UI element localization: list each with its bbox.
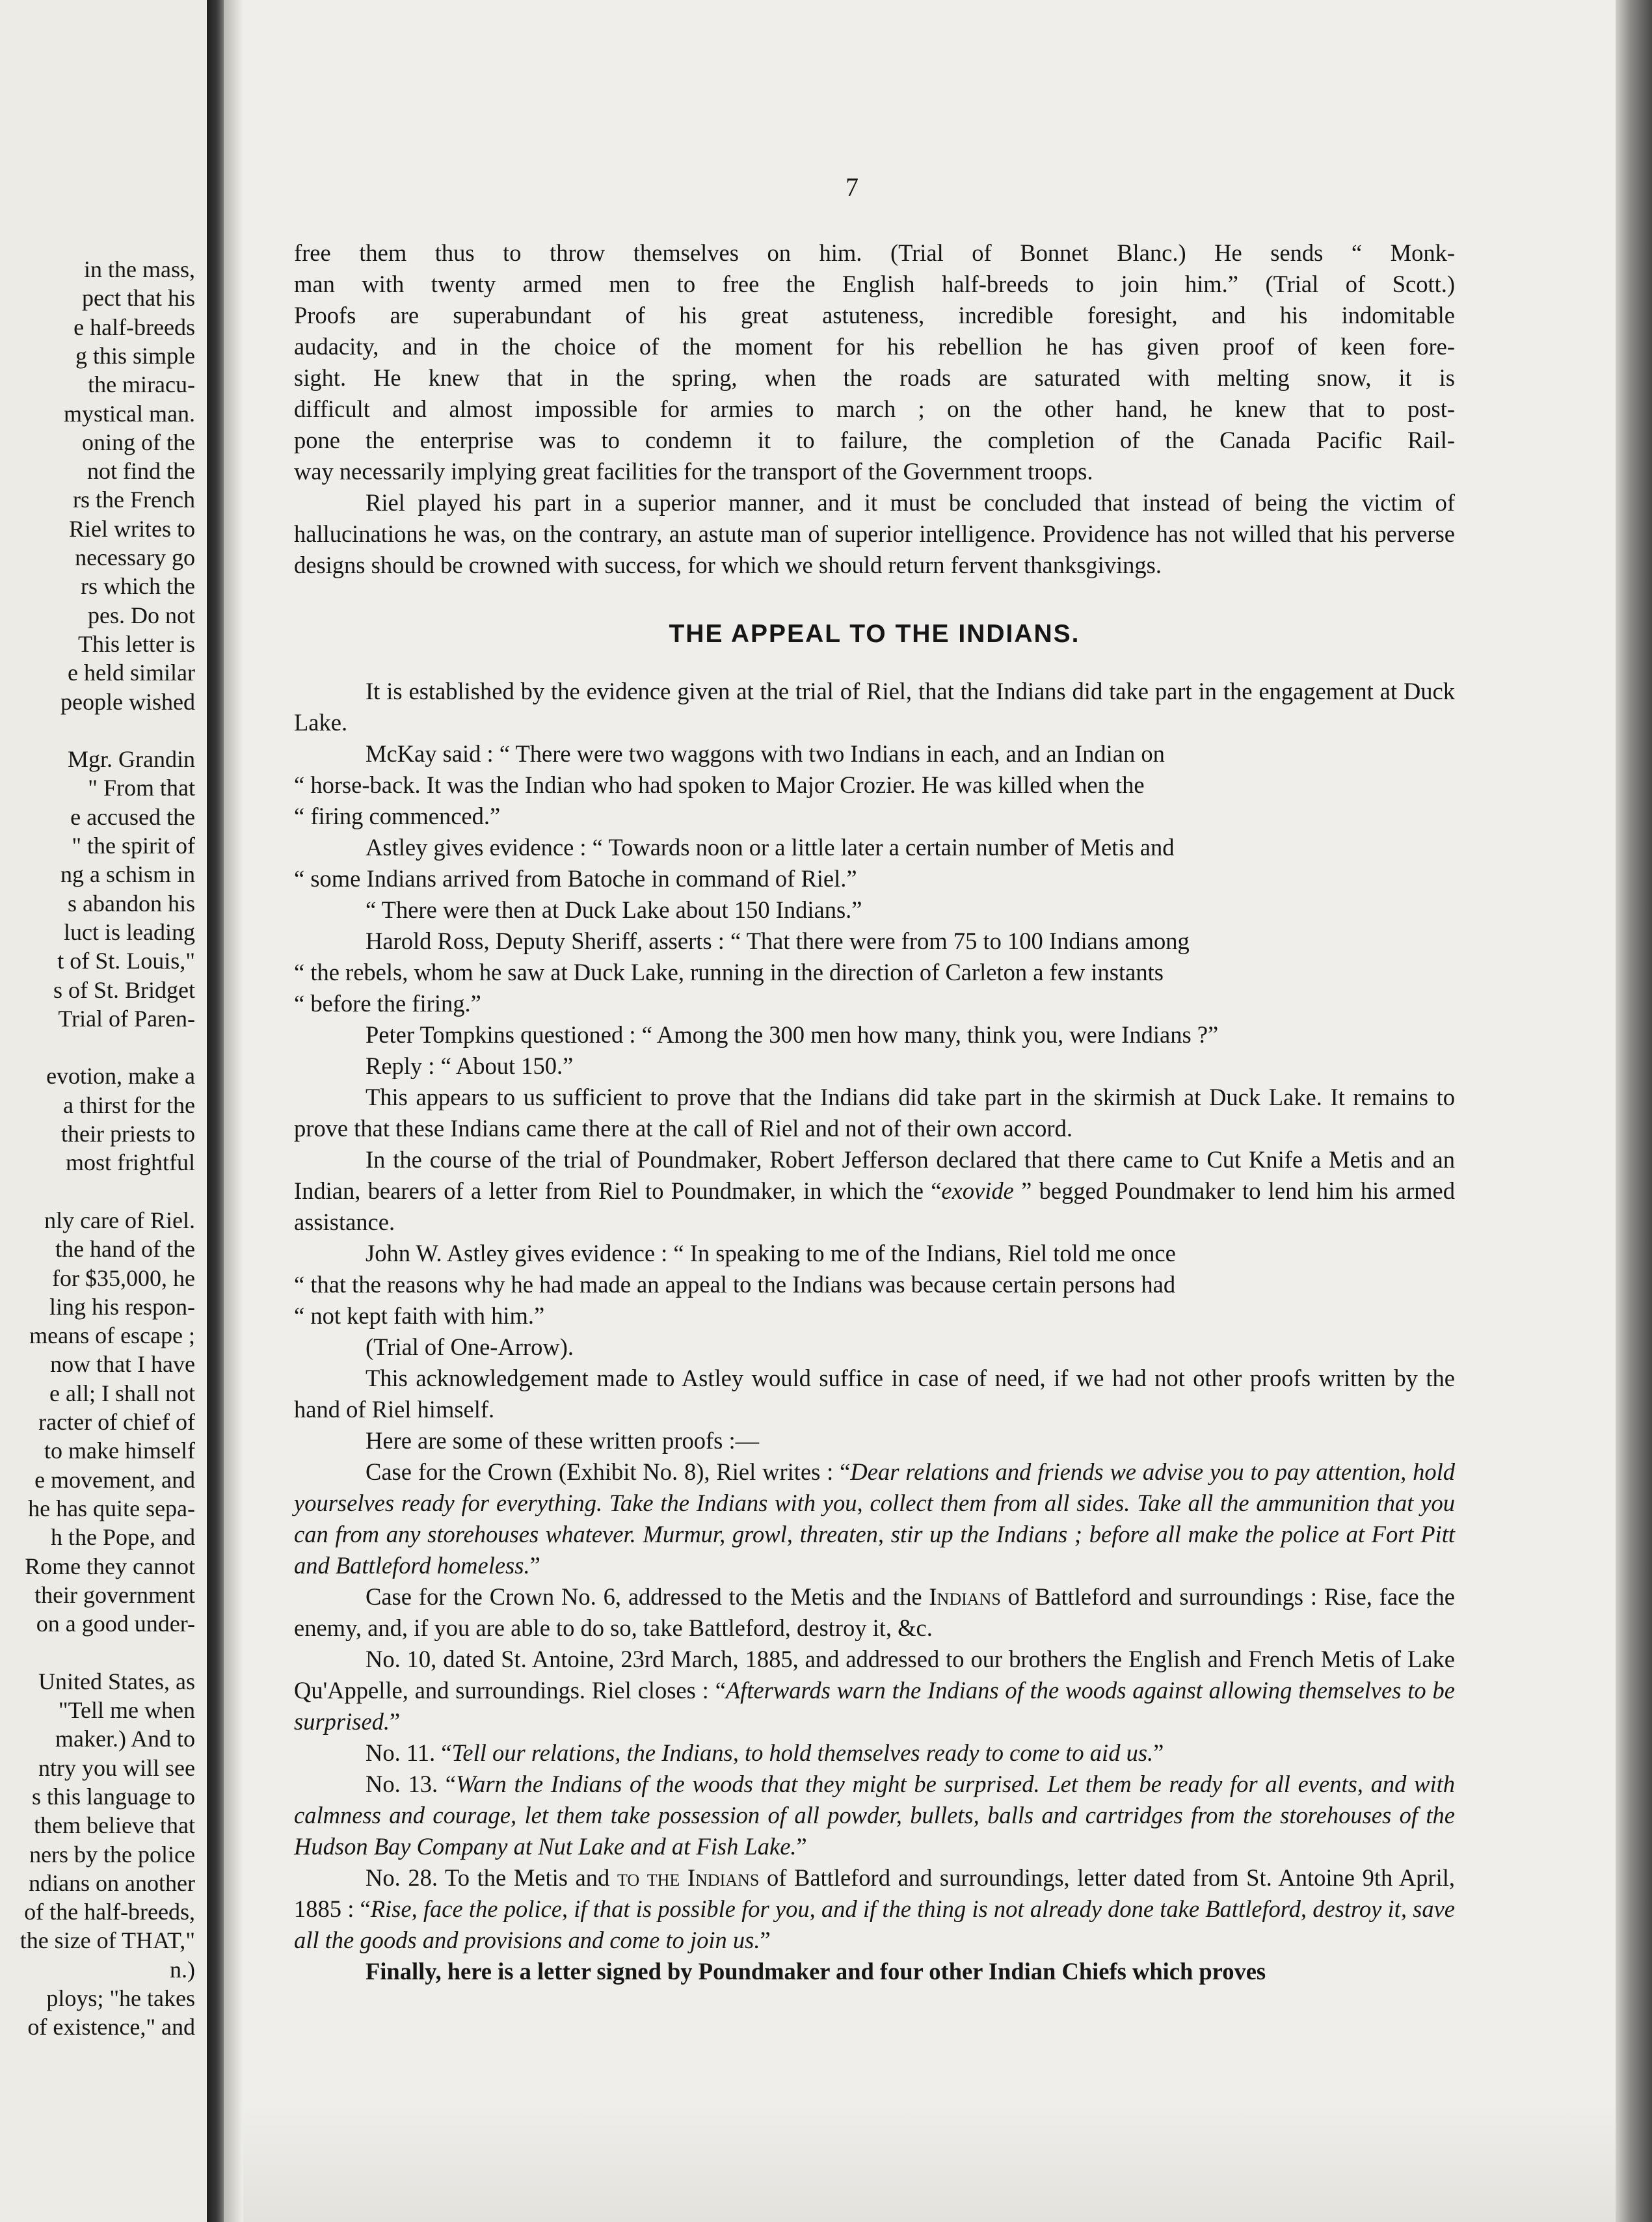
page-bottom-margin <box>243 2101 1616 2222</box>
paragraph-sufficient: This appears to us sufficient to prove that the Indians did take part in the skirmish at Duck Lake. It remains to prove that these Indians came there at the call of Riel and not of their own accord. <box>294 1084 1455 1142</box>
intro-line: free them thus to throw themselves on him. (Trial of Bonnet Blanc.) He sends “ Monk- <box>294 239 1455 266</box>
intro-line: sight. He knew that in the spring, when the roads are saturated with melting snow, it is <box>294 364 1455 391</box>
left-page-fragment: mystical man. <box>64 400 195 427</box>
left-page-fragment: evotion, make a <box>46 1063 195 1090</box>
left-page-fragment: he has quite sepa- <box>28 1495 195 1521</box>
left-page-fragment: in the mass, <box>84 256 195 282</box>
crown-6-text-a: Case for the Crown No. 6, addressed to the Metis and the <box>366 1583 929 1610</box>
left-page-fragment: to make himself <box>44 1438 195 1464</box>
no-13-text-b: ” <box>796 1833 807 1860</box>
left-page-fragment: maker.) And to <box>55 1726 195 1752</box>
left-page-fragment: of the half-breeds, <box>24 1899 195 1925</box>
no-10-text-a: No. 10, dated St. Antoine, 23rd March, 1885, and addressed to our brothers the English and French Metis of Lake Qu'Appelle, and surroundings. Riel closes : “ <box>294 1646 1455 1704</box>
left-page-fragment: a thirst for the <box>63 1091 195 1118</box>
mckay-line-1: McKay said : “ There were two waggons with two Indians in each, and an Indian on <box>366 740 1165 767</box>
ross-line-1: Harold Ross, Deputy Sheriff, asserts : “ That there were from 75 to 100 Indians among <box>366 928 1190 954</box>
left-page-fragment: on a good under- <box>36 1611 195 1637</box>
intro-lines <box>294 237 1455 487</box>
paragraph-no-28 <box>294 1862 1455 1956</box>
gutter-shadow <box>224 0 243 2222</box>
left-page-fragment: ploys; "he takes <box>46 1985 195 2011</box>
left-page-fragment: s of St. Bridget <box>53 976 195 1003</box>
left-page-fragment: not find the <box>87 458 195 485</box>
poundmaker-text-a: In the course of the trial of Poundmaker, Robert Jefferson declared that there came to Cut Knife a Metis and an Indian, bearers of a letter from Riel to Poundmaker, in which the “ <box>294 1146 1455 1204</box>
page-number: 7 <box>846 172 859 202</box>
left-page-fragment: n.) <box>170 1956 195 1983</box>
left-page-fragment: the hand of the <box>55 1236 195 1263</box>
left-page-fragment: e held similar <box>68 660 195 686</box>
paragraph-established: It is established by the evidence given at the trial of Riel, that the Indians did take part in the engagement at Duck Lake. <box>294 678 1455 736</box>
paragraph-crown-no-6 <box>294 1581 1455 1644</box>
left-page-fragment: s abandon his <box>68 890 195 917</box>
left-page-fragment: most frightful <box>66 1149 195 1176</box>
exhibit-8-text-a: Case for the Crown (Exhibit No. 8), Riel writes : “ <box>366 1458 851 1485</box>
left-page-fragment: now that I have <box>50 1351 195 1378</box>
left-page-fragment: Riel writes to <box>69 515 195 542</box>
left-page-fragment: e all; I shall not <box>49 1380 195 1406</box>
left-page-fragment: e accused the <box>70 803 195 830</box>
crown-6-smallcaps: Indians <box>929 1583 1001 1610</box>
left-page-fragment: This letter is <box>78 630 195 657</box>
no-11-text-b: ” <box>1153 1739 1164 1766</box>
left-page-fragment: " From that <box>88 775 195 801</box>
left-page-fragment: their priests to <box>61 1121 195 1147</box>
left-page-fragment: for $35,000, he <box>52 1265 195 1291</box>
paragraph-no-10 <box>294 1644 1455 1737</box>
paragraph-no-13 <box>294 1769 1455 1862</box>
intro-line: difficult and almost impossible for armies to march ; on the other hand, he knew that to post- <box>294 395 1455 422</box>
paragraph-here-are: Here are some of these written proofs :— <box>366 1427 760 1454</box>
no-11-italic: Tell our relations, the Indians, to hold themselves ready to come to aid us. <box>451 1739 1154 1766</box>
left-page-fragment: g this simple <box>75 342 195 369</box>
left-page-fragment: oning of the <box>82 429 195 455</box>
left-page-fragment: United States, as <box>38 1668 195 1694</box>
left-page-fragment: ntry you will see <box>38 1754 195 1781</box>
left-facing-page <box>0 0 207 2222</box>
no-13-italic: Warn the Indians of the woods that they might be surprised. Let them be ready for all events, and with calmness and courage, let them take possession of all powder, bullets, balls and cartridges from the storehouses of the Hudson Bay Company at Nut Lake and at Fish Lake. <box>294 1771 1455 1860</box>
left-page-fragment: means of escape ; <box>29 1322 195 1349</box>
jw-astley-line-2: “ that the reasons why he had made an appeal to the Indians was because certain persons had <box>294 1271 1176 1298</box>
left-page-fragment: them believe that <box>34 1812 195 1839</box>
paragraph-acknowledgement: This acknowledgement made to Astley would suffice in case of need, if we had not other proofs written by the hand of Riel himself. <box>294 1365 1455 1423</box>
left-page-fragment: racter of chief of <box>38 1409 195 1435</box>
left-page-fragment: s this language to <box>32 1783 195 1810</box>
left-page-fragment: the size of THAT," <box>20 1927 195 1954</box>
poundmaker-text-b: ” begged Poundmaker to lend him his armed assistance. <box>294 1177 1456 1235</box>
no-10-text-b: ” <box>390 1708 401 1735</box>
left-page-fragment: Trial of Paren- <box>58 1005 195 1032</box>
astley-line-2: “ some Indians arrived from Batoche in command of Riel.” <box>294 865 857 892</box>
left-page-fragment: of existence," and <box>27 2014 195 2041</box>
left-page-fragment: t of St. Louis," <box>57 948 195 974</box>
intro-line: audacity, and in the choice of the moment for his rebellion he has given proof of keen fore- <box>294 333 1455 360</box>
section-heading: THE APPEAL TO THE INDIANS. <box>669 620 1080 648</box>
no-28-text-a: No. 28. To the Metis and <box>366 1864 617 1891</box>
left-page-fragment: "Tell me when <box>58 1697 195 1723</box>
left-page-fragment: pect that his <box>82 285 195 312</box>
intro-line: pone the enterprise was to condemn it to failure, the completion of the Canada Pacific Rail- <box>294 427 1455 453</box>
left-page-fragment: h the Pope, and <box>51 1524 195 1551</box>
left-page-fragment: the miracu- <box>88 371 195 398</box>
paragraph-poundmaker <box>294 1144 1455 1238</box>
no-10-italic: Afterwards warn the Indians of the woods against allowing themselves to be surprised. <box>294 1677 1455 1735</box>
no-28-text-c: ” <box>760 1927 771 1953</box>
paragraph-finally: Finally, here is a letter signed by Poundmaker and four other Indian Chiefs which proves <box>366 1958 1266 1985</box>
paragraph-riel-played: Riel played his part in a superior manner, and it must be concluded that instead of being the victim of hallucinations he was, on the contrary, an astute man of superior intelligence. Providence has not willed that his perverse designs should be crowned with success, for which we should return fervent thanksgivings. <box>294 489 1455 578</box>
book-gutter <box>207 0 224 2222</box>
intro-line: Proofs are superabundant of his great astuteness, incredible foresight, and his indomitable <box>294 302 1455 328</box>
jw-astley-line-1: John W. Astley gives evidence : “ In speaking to me of the Indians, Riel told me once <box>366 1240 1176 1266</box>
left-page-fragment: ndians on another <box>29 1869 195 1896</box>
ross-line-2: “ the rebels, whom he saw at Duck Lake, running in the direction of Carleton a few instants <box>294 959 1164 985</box>
left-page-fragment: e half-breeds <box>73 314 195 340</box>
intro-line: way necessarily implying great facilities for the transport of the Government troops. <box>294 458 1093 485</box>
left-page-fragment: rs the French <box>73 487 195 513</box>
no-28-italic: Rise, face the police, if that is possible for you, and if the thing is not already done take Battleford, destroy it, save all the goods and provisions and come to join us. <box>294 1895 1455 1953</box>
paragraph-reply: Reply : “ About 150.” <box>366 1052 574 1079</box>
crown-6-text-b: of Battleford and surroundings : Rise, face the enemy, and, if you are able to do so, take Battleford, destroy it, &c. <box>294 1583 1455 1641</box>
trial-one-arrow: (Trial of One-Arrow). <box>366 1333 574 1360</box>
left-page-fragment: ng a schism in <box>60 861 195 888</box>
left-page-fragment: ners by the police <box>29 1841 195 1867</box>
page-body <box>294 237 1455 1987</box>
paragraph-exhibit-8 <box>294 1456 1455 1581</box>
jw-astley-line-3: “ not kept faith with him.” <box>294 1302 545 1329</box>
poundmaker-italic: exovide <box>941 1177 1014 1204</box>
mckay-line-3: “ firing commenced.” <box>294 803 501 829</box>
no-13-text-a: No. 13. “ <box>366 1771 457 1797</box>
left-page-fragment: Mgr. Grandin <box>68 746 195 773</box>
left-page-fragment: " the spirit of <box>72 833 195 859</box>
left-page-fragment: people wished <box>60 688 195 715</box>
left-page-fragment: Rome they cannot <box>25 1553 195 1579</box>
astley-line-3: “ There were then at Duck Lake about 150 Indians.” <box>366 896 862 923</box>
left-page-fragment: necessary go <box>75 544 195 570</box>
left-page-fragment: nly care of Riel. <box>44 1207 195 1233</box>
no-28-smallcaps: to the Indians <box>617 1864 760 1891</box>
page-edge-shadow <box>1616 0 1652 2222</box>
exhibit-8-text-b: ” <box>529 1552 540 1579</box>
no-11-text-a: No. 11. “ <box>366 1739 452 1766</box>
astley-line-1: Astley gives evidence : “ Towards noon or a little later a certain number of Metis and <box>366 834 1175 861</box>
paragraph-tompkins: Peter Tompkins questioned : “ Among the 300 men how many, think you, were Indians ?” <box>366 1021 1219 1048</box>
left-page-fragment: rs which the <box>81 573 195 600</box>
no-28-text-b: of Battleford and surroundings, letter dated from St. Antoine 9th April, 1885 : “ <box>294 1864 1455 1922</box>
ross-line-3: “ before the firing.” <box>294 990 481 1017</box>
left-page-fragment: luct is leading <box>64 918 195 945</box>
left-page-fragment: ling his respon- <box>49 1293 195 1320</box>
left-page-fragment: their government <box>34 1581 195 1608</box>
intro-line: man with twenty armed men to free the English half-breeds to join him.” (Trial of Scott.) <box>294 271 1455 297</box>
mckay-line-2: “ horse-back. It was the Indian who had spoken to Major Crozier. He was killed when the <box>294 771 1145 798</box>
left-page-fragment: e movement, and <box>34 1466 195 1493</box>
paragraph-no-11 <box>294 1737 1455 1769</box>
left-page-fragment: pes. Do not <box>88 602 195 628</box>
exhibit-8-italic: Dear relations and friends we advise you to pay attention, hold yourselves ready for everything. Take the Indians with you, collect them from all sides. Take all the ammunition that you can from any storehouses whatever. Murmur, growl, threaten, stir up the Indians ; before all make the police at Fort Pitt and Battleford homeless. <box>294 1458 1456 1579</box>
